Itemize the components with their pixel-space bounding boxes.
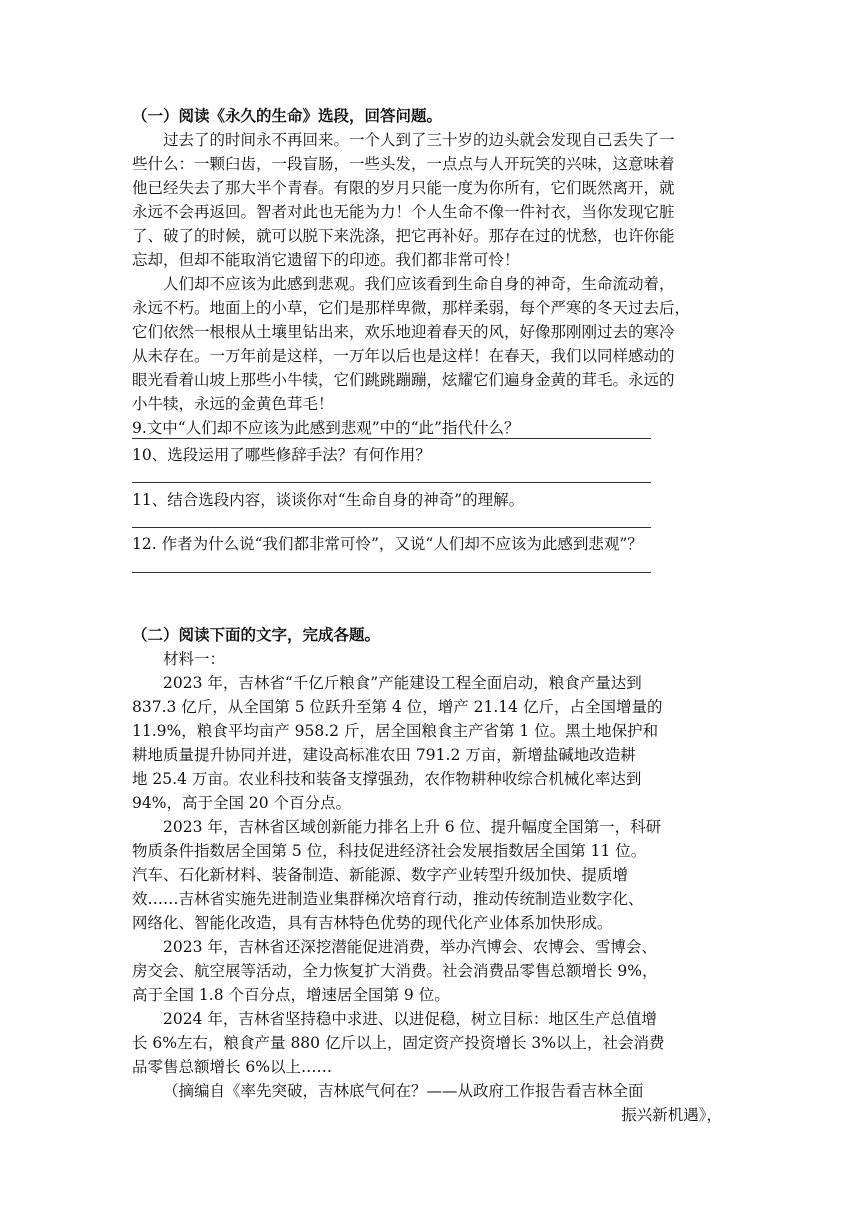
answer-line-q11[interactable]: [132, 527, 651, 528]
paragraph-line: 网络化、智能化改造，具有吉林特色优势的现代化产业体系加快形成。: [132, 914, 613, 932]
paragraph-line: 品零售总额增长 6%以上……: [132, 1058, 333, 1076]
paragraph-line: 94%，高于全国 20 个百分点。: [132, 794, 352, 812]
paragraph-line: 高于全国 1.8 个百分点，增速居全国第 9 位。: [132, 986, 450, 1004]
section2-heading: （二）阅读下面的文字，完成各题。: [132, 625, 381, 644]
paragraph-line: 永远不朽。地面上的小草，它们是那样卑微，那样柔弱，每个严寒的冬天过去后，: [132, 299, 691, 317]
source-citation: （摘编自《率先突破，吉林底气何在？——从政府工作报告看吉林全面: [163, 1082, 644, 1100]
paragraph-line: 地 25.4 万亩。农业科技和装备支撑强劲，农作物耕种收综合机械化率达到: [132, 770, 642, 788]
question-10: 10、选段运用了哪些修辞手法？有何作用？: [132, 446, 431, 464]
paragraph-line: 从未存在。一万年前是这样，一万年以后也是这样！在春天，我们以同样感动的: [132, 347, 675, 365]
paragraph-line: 2023 年，吉林省区域创新能力排名上升 6 位、提升幅度全国第一，科研: [163, 818, 662, 836]
paragraph-line: 长 6%左右，粮食产量 880 亿斤以上，固定资产投资增长 3%以上，社会消费: [132, 1034, 665, 1052]
paragraph-line: 2024 年，吉林省坚持稳中求进、以进促稳，树立目标：地区生产总值增: [163, 1010, 657, 1028]
paragraph-line: 忘却，但却不能取消它遗留下的印迹。我们都非常可怜！: [132, 251, 520, 269]
paragraph-line: 过去了的时间永不再回来。一个人到了三十岁的边头就会发现自己丢失了一: [163, 131, 675, 149]
paragraph-line: 他已经失去了那大半个青春。有限的岁月只能一度为你所有，它们既然离开，就: [132, 179, 675, 197]
question-12: 12. 作者为什么说“我们都非常可怜”，又说“人们却不应该为此感到悲观”？: [132, 535, 643, 553]
material-label: 材料一：: [163, 650, 226, 668]
paragraph-line: 2023 年，吉林省“千亿斤粮食”产能建设工程全面启动，粮食产量达到: [163, 674, 642, 692]
paragraph-line: 些什么：一颗臼齿，一段盲肠，一些头发，一点点与人开玩笑的兴味，这意味着: [132, 155, 675, 173]
source-citation-cont: 振兴新机遇》，: [621, 1106, 722, 1124]
paragraph-line: 效……吉林省实施先进制造业集群梯次培育行动，推动传统制造业数字化、: [132, 890, 644, 908]
paragraph-line: 了、破了的时候，就可以脱下来洗涤，把它再补好。那存在过的忧愁，也许你能: [132, 227, 675, 245]
paragraph-line: 汽车、石化新材料、装备制造、新能源、数字产业转型升级加快、提质增: [132, 866, 629, 884]
answer-line-q9[interactable]: [132, 438, 651, 439]
paragraph-line: 物质条件指数居全国第 5 位，科技促进经济社会发展指数居全国第 11 位。: [132, 842, 647, 860]
answer-line-q12[interactable]: [132, 572, 651, 573]
section1-heading: （一）阅读《永久的生命》选段，回答问题。: [132, 106, 443, 125]
answer-line-q10[interactable]: [132, 482, 651, 483]
paragraph-line: 它们依然一根根从土壤里钻出来，欢乐地迎着春天的风，好像那刚刚过去的寒冷: [132, 323, 675, 341]
paragraph-line: 人们却不应该为此感到悲观。我们应该看到生命自身的神奇，生命流动着，: [163, 275, 675, 293]
paragraph-line: 永远不会再返回。智者对此也无能为力！个人生命不像一件衬衣，当你发现它脏: [132, 203, 675, 221]
paragraph-line: 眼光看着山坡上那些小牛犊，它们跳跳蹦蹦，炫耀它们遍身金黄的茸毛。永远的: [132, 371, 675, 389]
content-column: [132, 0, 730, 1216]
paragraph-line: 11.9%，粮食平均亩产 958.2 斤，居全国粮食主产省第 1 位。黑土地保护和: [132, 722, 659, 740]
paragraph-line: 小牛犊，永远的金黄色茸毛！: [132, 395, 334, 413]
paragraph-line: 837.3 亿斤，从全国第 5 位跃升至第 4 位，增产 21.14 亿斤，占全国增量的: [132, 698, 663, 716]
paragraph-line: 耕地质量提升协同并进，建设高标准农田 791.2 万亩，新增盐碱地改造耕: [132, 746, 636, 764]
question-11: 11、结合选段内容，谈谈你对“生命自身的神奇”的理解。: [132, 491, 525, 509]
paragraph-line: 2023 年，吉林省还深挖潜能促进消费，举办汽博会、农博会、雪博会、: [163, 938, 657, 956]
question-9: 9.文中“人们却不应该为此感到悲观”中的“此”指代什么？: [132, 419, 520, 437]
paragraph-line: 房交会、航空展等活动，全力恢复扩大消费。社会消费品零售总额增长 9%，: [132, 962, 658, 980]
